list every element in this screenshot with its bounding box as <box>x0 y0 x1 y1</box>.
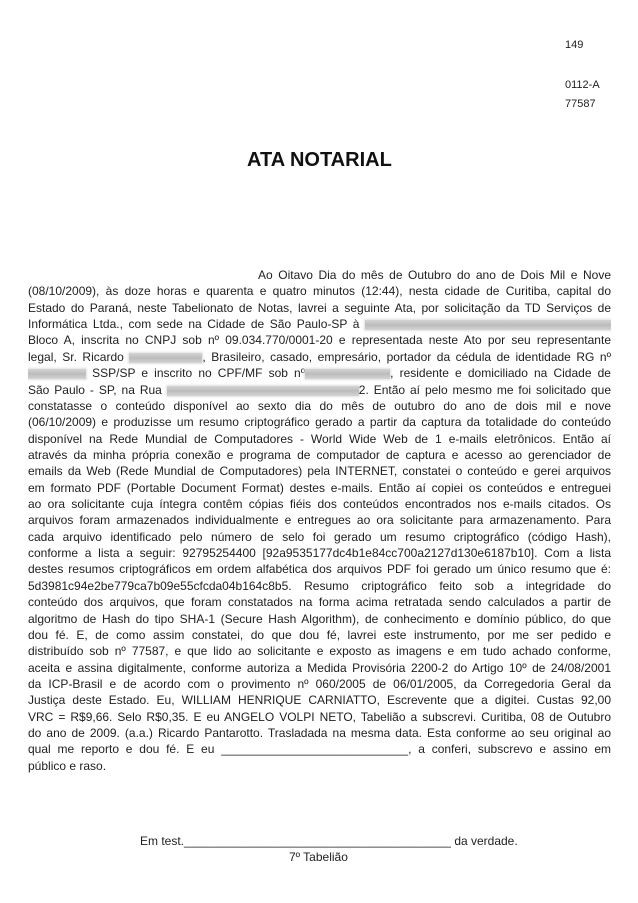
document-title: ATA NOTARIAL <box>247 149 392 171</box>
line-text: 2. Então aí pelo mesmo me foi solicitado que <box>358 382 611 397</box>
body-line: Bloco A, inscrita no CNPJ sob nº 09.034.770/0001-20 e representada neste Ato por seu representante <box>28 333 611 348</box>
line-text: São Paulo - SP, na Rua <box>28 382 162 397</box>
redaction-bar <box>305 369 390 379</box>
body-line: ao ora solicitante cuja íntegra contêm cópias fiéis dos conteúdos encontrados nos e-mails citados. Os <box>28 497 611 512</box>
body-line: destes resumos criptográficos em ordem alfabética dos arquivos PDF foi gerado um único resumo que é: <box>28 562 611 577</box>
body-line: aceita e assina digitalmente, conforme autoriza a Medida Provisória 2200-2 do Artigo 10º de 24/08/2001 <box>28 660 611 675</box>
line-text: , residente e domiciliado na Cidade de <box>390 366 611 381</box>
document-body <box>28 267 611 774</box>
body-line: Estado do Paraná, neste Tabelionato de Notas, lavrei a seguinte Ata, por solicitação da TD Serviços de <box>28 300 611 315</box>
line-text: SSP/SP e inscrito no CPF/MF sob nº <box>92 366 306 381</box>
body-line: Justiça deste Estado. Eu, WILLIAM HENRIQUE CARNIATTO, Escrevente que a digitei. Custas 92,00 <box>28 693 611 708</box>
body-line: do ano de 2009. (a.a.) Ricardo Pantarotto. Trasladada na mesma data. Esta conforme ao seu original ao <box>28 726 611 741</box>
body-line <box>28 316 611 332</box>
line-text: qual me reporto e dou fé. E eu <box>28 742 215 757</box>
witness-line <box>140 833 518 849</box>
body-line: dou fé. E, de como assim constatei, do que dou fé, lavrei este instrumento, por me ser pedido e <box>28 627 611 642</box>
redaction-bar <box>28 369 86 379</box>
body-line: Ao Oitavo Dia do mês de Outubro do ano de Dois Mil e Nove <box>258 268 611 282</box>
body-line: (06/10/2009) e produzisse um resumo criptográfico gerado a partir da captura da totalidade do conteúdo <box>28 415 611 430</box>
body-line: distribuído sob nº 77587, e que lido ao solicitante e exposto as imagens e em tudo achado conforme, <box>28 644 611 659</box>
signature-line: ________________________________________ <box>184 834 451 848</box>
body-line: da ICP-Brasil e de acordo com o provimento nº 060/2005 de 06/01/2005, da Corregedoria Geral da <box>28 676 611 691</box>
line-text: legal, Sr. Ricardo <box>28 349 124 364</box>
redaction-bar <box>365 320 611 330</box>
body-line: algoritmo de Hash do tipo SHA-1 (Secure Hash Algorithm), de conhecimento e domínio público, do que <box>28 611 611 626</box>
body-line: cada arquivo identificado pelo número de selo foi gerado um resumo criptográfico (código Hash), <box>28 529 611 544</box>
body-line <box>28 741 611 757</box>
body-line: conforme a lista a seguir: 92795254400 [92a9535177dc4b1e84cc700a2127d130e6187b10]. Com a lista <box>28 546 611 561</box>
witness-label: Em test. <box>140 834 185 848</box>
line-text: , Brasileiro, casado, empresário, portador da cédula de identidade RG nº <box>202 349 611 364</box>
body-line: arquivos foram armazenados individualmente e entregues ao ora solicitante para armazenamento. Para <box>28 513 611 528</box>
signature-blank: ____________________________ <box>221 742 409 757</box>
line-text: , a conferi, subscrevo e assino em <box>408 742 611 757</box>
line-text: Informática Ltda., com sede na Cidade de São Paulo-SP à <box>28 317 360 332</box>
body-line <box>28 382 611 398</box>
body-line: emails da Web (Rede Mundial de Computadores) pela INTERNET, constatei o conteúdo e gerei arquivos <box>28 464 611 479</box>
redaction-bar <box>129 353 202 363</box>
body-line: público e raso. <box>28 758 107 773</box>
body-line: VRC = R$9,66. Selo R$0,35. E eu ANGELO VOLPI NETO, Tabelião a subscrevi. Curitiba, 08 de Outubro <box>28 709 611 724</box>
body-line: (08/10/2009), às doze horas e quarenta e quatro minutos (12:44), nesta cidade de Curitiba, capital do <box>28 284 611 299</box>
witness-suffix: da verdade. <box>454 834 518 848</box>
body-line <box>28 365 611 381</box>
body-line: 5d3981c94e2be779ca7b09e55cfcda04b164c8b5. Resumo criptográfico feito sob a integridade do <box>28 578 611 593</box>
body-line: através da minha própria conexão e programa de computador de captura e acesso ao gerenciador de <box>28 447 611 462</box>
redaction-bar <box>167 386 359 396</box>
body-line <box>28 349 611 365</box>
book-number: 0112-A <box>565 79 600 91</box>
protocol-number: 77587 <box>565 98 596 110</box>
body-line: constatasse o conteúdo disponível ao sexto dia do mês de outubro do ano de dois mil e nove <box>28 398 611 413</box>
notary-office: 7º Tabelião <box>289 850 348 864</box>
page-number: 149 <box>565 39 584 51</box>
body-line: disponível na Rede Mundial de Computadores - World Wide Web de 1 e-mails eletrônicos. Então aí <box>28 431 611 446</box>
body-line: em formato PDF (Portable Document Format) destes e-mails. Então aí copiei os conteúdos e entreguei <box>28 480 611 495</box>
body-line: conteúdo dos arquivos, que foram constatados na forma acima retratada sendo calculados a partir de <box>28 595 611 610</box>
